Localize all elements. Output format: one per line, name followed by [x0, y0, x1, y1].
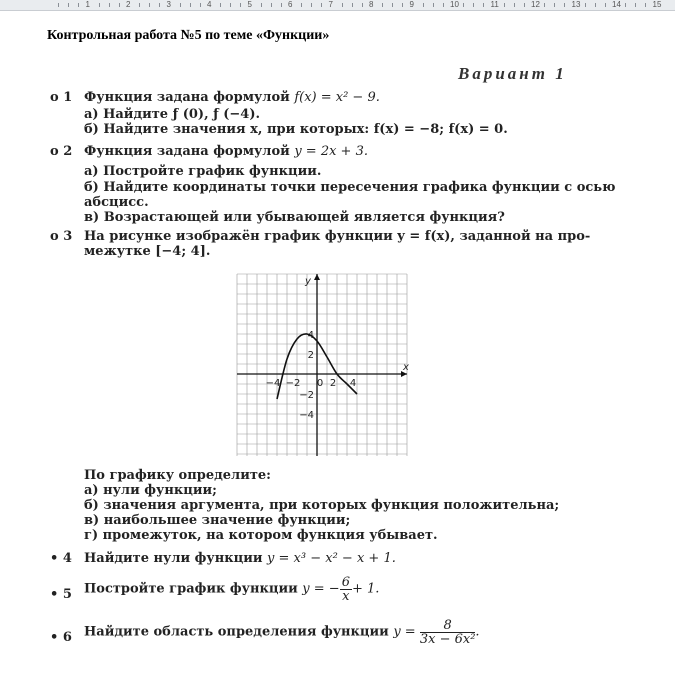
ruler-tick [423, 3, 424, 7]
graph-axes [237, 274, 407, 456]
ruler-tick [433, 3, 434, 7]
ruler-tick [483, 3, 484, 7]
task2-statement [84, 144, 368, 159]
ruler-label: 6 [288, 0, 293, 9]
ruler-tick [524, 3, 525, 7]
task2-marker: o 2 [50, 144, 73, 159]
task6-rhs: . [475, 624, 480, 640]
task5-fraction [340, 576, 352, 603]
ruler-label: 13 [571, 0, 581, 9]
ruler-label: 4 [207, 0, 212, 9]
ruler-tick [635, 3, 636, 7]
ruler-tick [473, 3, 474, 7]
ruler-label: 1 [85, 0, 90, 9]
task1-marker: o 1 [50, 90, 73, 105]
ruler-tick [382, 3, 383, 7]
task5-denominator: x [342, 589, 350, 604]
ruler-label: 10 [450, 0, 459, 9]
task5-rhs: + 1. [351, 581, 380, 597]
ruler-tick [625, 3, 626, 7]
ruler-label: 2 [126, 0, 131, 9]
y-tick-label: 4 [307, 330, 314, 341]
ruler-label: 3 [166, 0, 171, 9]
ruler-tick [554, 3, 555, 7]
y-tick-label: −4 [299, 410, 314, 421]
task6-statement [84, 619, 480, 646]
task6-lhs: y = [393, 624, 420, 640]
task5-marker: • 5 [50, 587, 72, 602]
ruler-tick [119, 3, 120, 7]
task3-marker: o 3 [50, 229, 73, 244]
ruler-tick [362, 3, 363, 7]
ruler-tick [78, 3, 79, 7]
task2-part-b-line2: абсцисс. [84, 195, 149, 210]
task2-text: Функция задана формулой [84, 144, 295, 159]
task5-lhs: y = − [302, 581, 340, 597]
task6-fraction [420, 619, 476, 646]
task2-part-a: а) Постройте график функции. [84, 164, 322, 179]
ruler-tick [514, 3, 515, 7]
ruler-tick [200, 3, 201, 7]
task4-statement [84, 551, 396, 566]
task4-marker: • 4 [50, 551, 72, 566]
ruler-tick [190, 3, 191, 7]
task5-text: Постройте график функции [84, 581, 303, 597]
y-axis-label: y [305, 276, 311, 287]
ruler-tick [180, 3, 181, 7]
ruler[interactable] [0, 0, 675, 11]
ruler-tick [564, 3, 565, 7]
y-axis-arrow [314, 274, 320, 280]
ruler-tick [504, 3, 505, 7]
task1-part-b: б) Найдите значения x, при которых: f(x) = −8; f(x) = 0. [84, 122, 508, 137]
graph-grid [237, 274, 407, 456]
ruler-tick [463, 3, 464, 7]
ruler-tick [443, 3, 444, 7]
task1-formula: f(x) = x² − 9. [294, 90, 380, 105]
ruler-label: 14 [612, 0, 621, 9]
page-title: Контрольная работа №5 по теме «Функции» [47, 28, 330, 43]
ruler-label: 5 [247, 0, 252, 9]
task3-intro: По графику определите: [84, 468, 271, 483]
ruler-tick [230, 3, 231, 7]
ruler-tick [99, 3, 100, 7]
x-tick-label: −4 [265, 378, 281, 389]
ruler-tick [58, 3, 59, 7]
task5-statement [84, 576, 379, 603]
ruler-tick [352, 3, 353, 7]
ruler-label: 11 [490, 0, 499, 9]
task3-part-d: г) промежуток, на котором функция убывает. [84, 528, 438, 543]
x-axis-label: x [403, 362, 409, 373]
task6-text: Найдите область определения функции [84, 624, 394, 640]
x-tick-label: −2 [285, 378, 301, 389]
task2-part-c: в) Возрастающей или убывающей является функция? [84, 210, 505, 225]
ruler-tick [240, 3, 241, 7]
task6-numerator: 8 [420, 619, 476, 633]
ruler-tick [109, 3, 110, 7]
function-graph [225, 266, 415, 456]
ruler-tick [595, 3, 596, 7]
ruler-tick [321, 3, 322, 7]
task4-text: Найдите нули функции [84, 551, 268, 566]
ruler-tick [159, 3, 160, 7]
ruler-label: 15 [652, 0, 662, 9]
task3-line1: На рисунке изображён график функции y = f(x), заданной на про- [84, 229, 591, 244]
variant-label: Вариант 1 [458, 64, 567, 83]
x-tick-label: 4 [349, 378, 357, 389]
task6-denominator: 3x − 6x² [419, 632, 476, 647]
ruler-tick [402, 3, 403, 7]
ruler-tick [68, 3, 69, 7]
ruler-label: 7 [328, 0, 333, 9]
ruler-tick [392, 3, 393, 7]
ruler-tick [585, 3, 586, 7]
ruler-tick [311, 3, 312, 7]
ruler-tick [605, 3, 606, 7]
y-tick-label: 2 [307, 350, 314, 361]
ruler-tick [220, 3, 221, 7]
ruler-tick [301, 3, 302, 7]
ruler-label: 9 [409, 0, 414, 9]
ruler-tick [645, 3, 646, 7]
ruler-tick [544, 3, 545, 7]
task4-formula: y = x³ − x² − x + 1. [267, 551, 396, 566]
x-tick-label: 2 [329, 378, 337, 389]
ruler-tick [149, 3, 150, 7]
task3-part-b: б) значения аргумента, при которых функция положительна; [84, 498, 560, 513]
ruler-tick [139, 3, 140, 7]
task3-part-c: в) наибольшее значение функции; [84, 513, 351, 528]
x-tick-label: 0 [316, 378, 324, 389]
task3-line2: межутке [−4; 4]. [84, 244, 211, 259]
task1-part-a: а) Найдите ƒ (0), ƒ (−4). [84, 107, 261, 122]
ruler-tick [342, 3, 343, 7]
task1-text: Функция задана формулой [84, 90, 295, 105]
task3-part-a: а) нули функции; [84, 483, 217, 498]
task6-marker: • 6 [50, 630, 72, 645]
task2-part-b-line1: б) Найдите координаты точки пересечения графика функции с осью [84, 180, 616, 195]
ruler-label: 8 [369, 0, 374, 9]
ruler-tick [281, 3, 282, 7]
ruler-tick [271, 3, 272, 7]
ruler-tick [261, 3, 262, 7]
task5-numerator: 6 [341, 575, 350, 590]
task2-formula: y = 2x + 3. [294, 144, 368, 159]
ruler-label: 12 [531, 0, 540, 9]
y-tick-label: −2 [299, 390, 314, 401]
task1-statement [84, 90, 380, 105]
